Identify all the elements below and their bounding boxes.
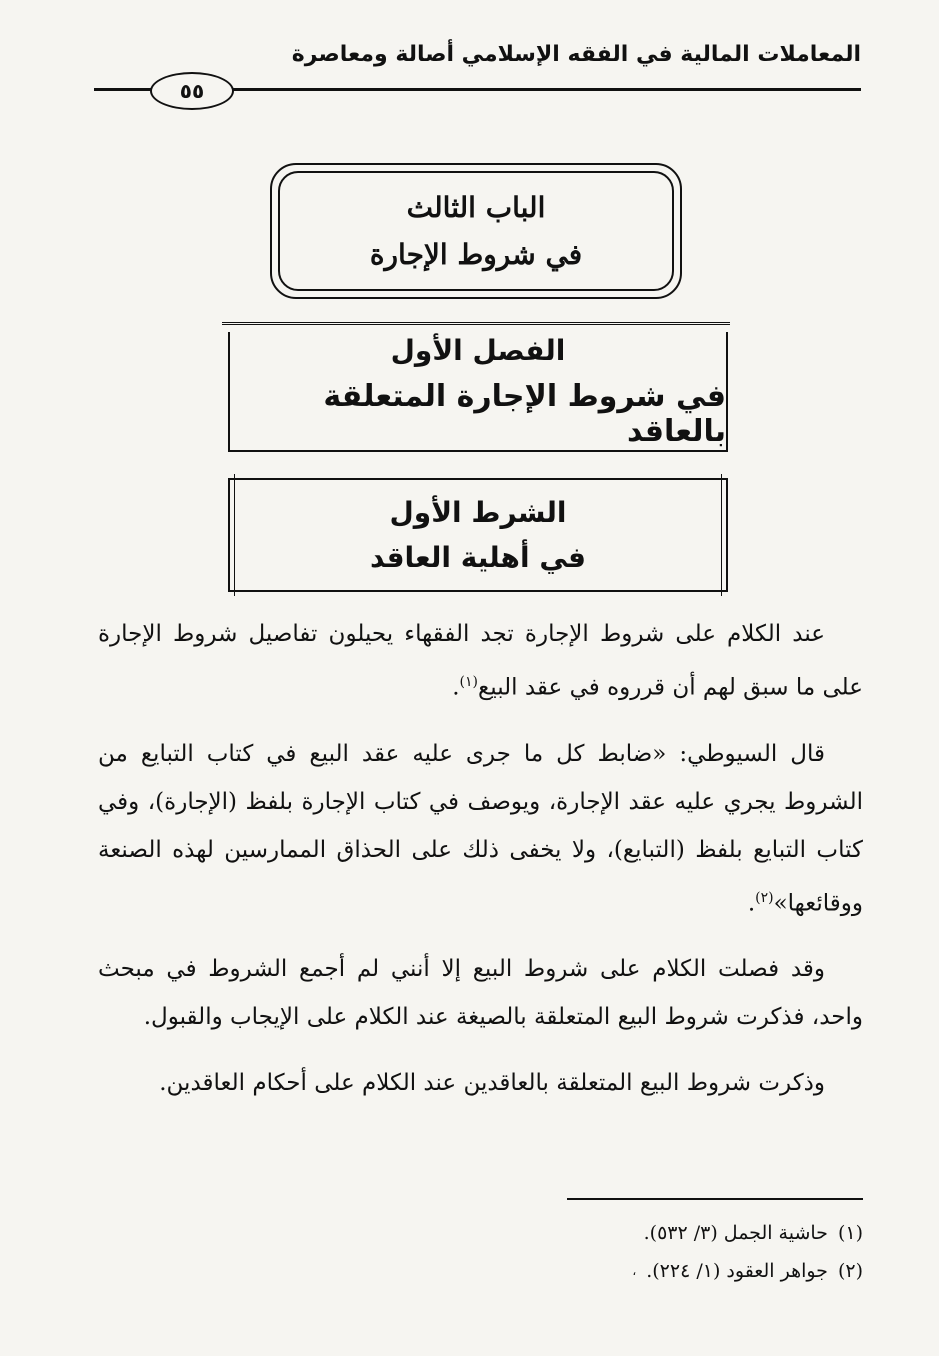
body-text <box>98 610 863 1125</box>
running-header-title: المعاملات المالية في الفقه الإسلامي أصالة ومعاصرة <box>291 42 861 67</box>
footnote-ref[interactable]: (١) <box>459 674 479 690</box>
paragraph-text: قال السيوطي: «ضابط كل ما جرى عليه عقد البيع في كتاب التبايع من الشروط يجري عليه عقد الإجارة، ويوصف في كتاب الإجارة بلفظ (الإجارة)، وفي كتاب التبايع بلفظ (التبايع)، ولا يخفى ذلك على الحذاق الممارسين لهذه الصنعة ووقائعها» <box>98 740 863 917</box>
chapter-title-box <box>270 163 682 299</box>
footnote-text: حاشية الجمل (٣/ ٥٣٢). <box>643 1222 828 1244</box>
section-subject: في شروط الإجارة المتعلقة بالعاقد <box>323 378 726 449</box>
section-top-rule <box>222 322 730 325</box>
footnote-number: (١) <box>837 1222 863 1244</box>
footnote <box>263 1252 863 1290</box>
chapter-subject: في شروط الإجارة <box>369 238 583 271</box>
paragraph <box>98 945 863 1041</box>
footnote-ref[interactable]: (٢) <box>755 889 774 906</box>
footnotes <box>263 1214 863 1290</box>
page-number: ٥٥ <box>150 72 234 110</box>
footnote-mark: ، <box>632 1264 637 1278</box>
footnote-text: جواهر العقود (١/ ٢٢٤). <box>646 1260 828 1282</box>
paragraph-end: . <box>452 674 460 701</box>
paragraph-end: . <box>747 890 756 917</box>
footnote-rule <box>567 1198 863 1200</box>
subsection-title-box <box>228 478 728 592</box>
section-number: الفصل الأول <box>390 333 566 367</box>
paragraph <box>98 730 863 928</box>
section-title-box <box>228 332 728 452</box>
paragraph <box>98 1059 863 1107</box>
footnote <box>263 1214 863 1252</box>
footnote-number: (٢) <box>837 1260 863 1282</box>
paragraph-text: وذكرت شروط البيع المتعلقة بالعاقدين عند الكلام على أحكام العاقدين. <box>159 1070 825 1097</box>
subsection-subject: في أهلية العاقد <box>370 541 586 574</box>
chapter-title-inner <box>278 171 674 291</box>
subsection-number: الشرط الأول <box>389 496 567 529</box>
paragraph-text: وقد فصلت الكلام على شروط البيع إلا أنني لم أجمع الشروط في مبحث واحد، فذكرت شروط البيع المتعلقة بالصيغة عند الكلام على الإيجاب والقبول. <box>98 956 863 1031</box>
paragraph-text: عند الكلام على شروط الإجارة تجد الفقهاء يحيلون تفاصيل شروط الإجارة على ما سبق لهم أن قرروه في عقد البيع <box>98 621 863 701</box>
paragraph <box>98 610 863 712</box>
chapter-number: الباب الثالث <box>406 191 546 224</box>
